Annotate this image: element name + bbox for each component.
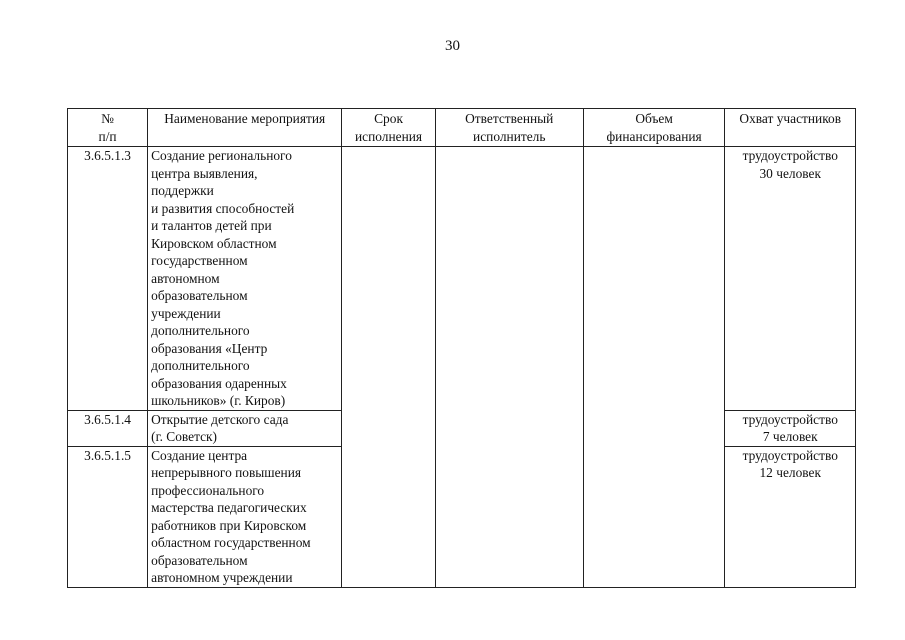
row-event-name: Открытие детского сада (г. Советск) (148, 410, 342, 446)
header-coverage: Охват участников (725, 109, 856, 147)
header-responsible: Ответственный исполнитель (435, 109, 583, 147)
row-event-name: Создание центра непрерывного повышения профессионального мастерства педагогических работников при Кировском областном государственном образовательном автономном учреждении (148, 446, 342, 587)
table-row (68, 147, 856, 411)
header-deadline: Срок исполнения (342, 109, 435, 147)
responsible-cell (435, 147, 583, 588)
table-header-row (68, 109, 856, 147)
deadline-cell (342, 147, 435, 588)
row-coverage: трудоустройство 7 человек (725, 410, 856, 446)
header-event-name: Наименование мероприятия (148, 109, 342, 147)
row-number: 3.6.5.1.3 (68, 147, 148, 411)
funding-cell (583, 147, 725, 588)
row-coverage: трудоустройство 30 человек (725, 147, 856, 411)
row-number: 3.6.5.1.4 (68, 410, 148, 446)
header-funding: Объем финансирования (583, 109, 725, 147)
row-coverage: трудоустройство 12 человек (725, 446, 856, 587)
events-table (67, 108, 856, 588)
header-number: № п/п (68, 109, 148, 147)
row-number: 3.6.5.1.5 (68, 446, 148, 587)
row-event-name: Создание регионального центра выявления, поддержки и развития способностей и талантов детей при Кировском областном государственном автономном образовательном учреждении дополнительного образования «Центр дополнительного образования одаренных школьников» (г. Киров) (148, 147, 342, 411)
page-number: 30 (445, 38, 460, 54)
